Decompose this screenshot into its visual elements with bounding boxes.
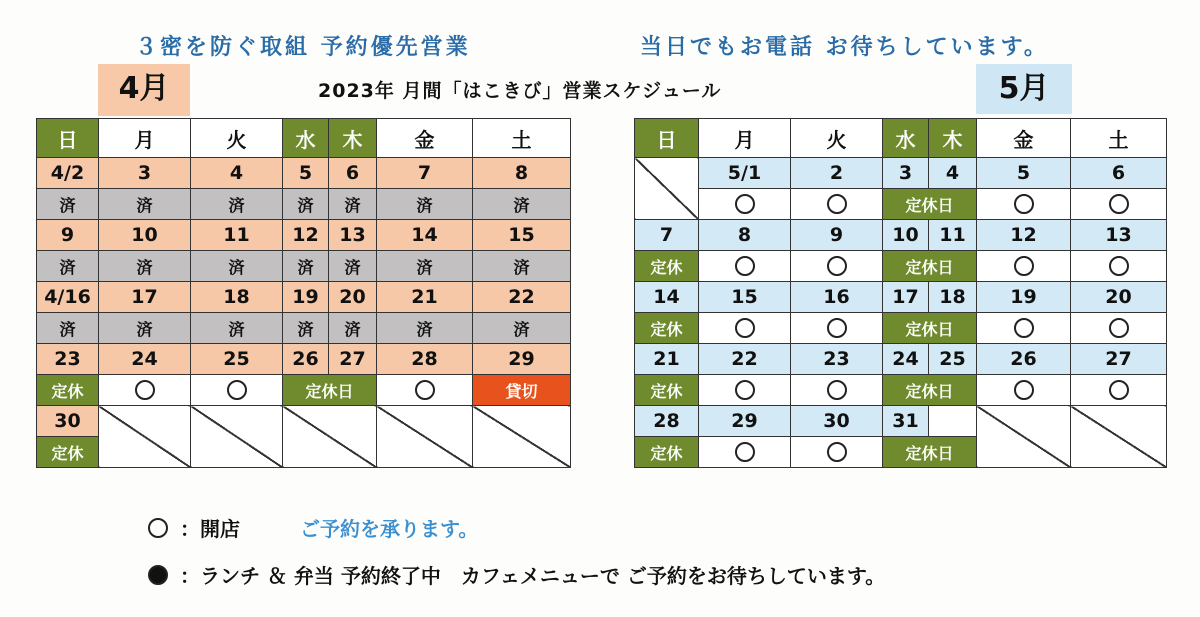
- status-open: [99, 375, 191, 406]
- date-cell: 29: [473, 344, 571, 375]
- date-cell: 18: [191, 282, 283, 313]
- date-cell: 8: [699, 220, 791, 251]
- status-done: 済: [37, 189, 99, 220]
- open-circle-icon: [735, 380, 755, 400]
- status-open: [791, 313, 883, 344]
- date-cell: 7: [635, 220, 699, 251]
- date-cell: 11: [929, 220, 977, 251]
- open-circle-icon: [1014, 318, 1034, 338]
- date-cell: 20: [1071, 282, 1167, 313]
- day-header-fri: 金: [977, 119, 1071, 158]
- status-open: [191, 375, 283, 406]
- date-cell: 29: [699, 406, 791, 437]
- open-circle-icon: [227, 380, 247, 400]
- date-cell: 27: [1071, 344, 1167, 375]
- april-month-label: 4月: [98, 64, 190, 116]
- status-done: 済: [329, 189, 377, 220]
- open-circle-icon: [148, 518, 168, 538]
- status-done: 済: [473, 189, 571, 220]
- status-open: [791, 251, 883, 282]
- legend-open: [148, 513, 478, 542]
- date-cell: 28: [635, 406, 699, 437]
- open-circle-icon: [735, 194, 755, 214]
- date-cell: 17: [883, 282, 929, 313]
- date-cell: 18: [929, 282, 977, 313]
- date-cell: 4/16: [37, 282, 99, 313]
- status-done: 済: [99, 251, 191, 282]
- empty-cell: [99, 406, 191, 468]
- day-header-thu: 木: [329, 119, 377, 158]
- day-header-mon: 月: [699, 119, 791, 158]
- date-cell: 2: [791, 158, 883, 189]
- status-open: [1071, 313, 1167, 344]
- status-private-booking: 貸切: [473, 375, 571, 406]
- status-open: [699, 189, 791, 220]
- day-header-tue: 火: [791, 119, 883, 158]
- status-done: 済: [473, 251, 571, 282]
- status-done: 済: [191, 251, 283, 282]
- status-open: [977, 189, 1071, 220]
- open-circle-icon: [1109, 194, 1129, 214]
- header-left-text: ３密を防ぐ取組 予約優先営業: [135, 35, 471, 60]
- status-closed: 定休: [635, 437, 699, 468]
- date-cell: 26: [283, 344, 329, 375]
- day-header-sat: 土: [473, 119, 571, 158]
- date-cell: 22: [473, 282, 571, 313]
- date-cell: 17: [99, 282, 191, 313]
- date-cell: 11: [191, 220, 283, 251]
- date-cell: 20: [329, 282, 377, 313]
- status-done: 済: [191, 189, 283, 220]
- status-open: [1071, 189, 1167, 220]
- date-cell: 10: [99, 220, 191, 251]
- status-open: [699, 437, 791, 468]
- status-done: 済: [329, 251, 377, 282]
- day-header-sun: 日: [37, 119, 99, 158]
- status-open: [791, 375, 883, 406]
- date-cell: 7: [377, 158, 473, 189]
- date-cell: 10: [883, 220, 929, 251]
- date-cell: 23: [791, 344, 883, 375]
- status-done: 済: [37, 251, 99, 282]
- status-open: [377, 375, 473, 406]
- date-cell: 13: [1071, 220, 1167, 251]
- date-cell: 21: [377, 282, 473, 313]
- status-open: [791, 189, 883, 220]
- date-cell: 30: [791, 406, 883, 437]
- page-title: 2023年 月間「はこきび」営業スケジュール: [318, 80, 722, 102]
- status-open: [977, 251, 1071, 282]
- status-done: 済: [377, 313, 473, 344]
- date-cell: 9: [37, 220, 99, 251]
- day-header-sun: 日: [635, 119, 699, 158]
- open-circle-icon: [135, 380, 155, 400]
- legend-closed: [148, 560, 885, 589]
- status-closed: 定休: [635, 251, 699, 282]
- status-regular-holiday: 定休日: [883, 313, 977, 344]
- date-cell: 9: [791, 220, 883, 251]
- open-circle-icon: [827, 442, 847, 462]
- empty-cell: [473, 406, 571, 468]
- open-circle-icon: [1014, 194, 1034, 214]
- empty-cell: [635, 158, 699, 220]
- date-cell: 5: [977, 158, 1071, 189]
- date-cell: 15: [699, 282, 791, 313]
- status-open: [791, 437, 883, 468]
- date-cell: 12: [283, 220, 329, 251]
- open-circle-icon: [415, 380, 435, 400]
- date-cell: 31: [883, 406, 929, 437]
- filled-circle-icon: [148, 565, 168, 585]
- date-cell: 14: [635, 282, 699, 313]
- date-cell: 28: [377, 344, 473, 375]
- empty-cell: [283, 406, 377, 468]
- status-done: 済: [283, 189, 329, 220]
- date-cell: 16: [791, 282, 883, 313]
- open-circle-icon: [827, 318, 847, 338]
- status-open: [1071, 251, 1167, 282]
- empty-cell: [977, 406, 1071, 468]
- status-done: 済: [191, 313, 283, 344]
- date-cell: 19: [283, 282, 329, 313]
- status-done: 済: [99, 189, 191, 220]
- date-cell: 24: [99, 344, 191, 375]
- date-cell: 21: [635, 344, 699, 375]
- day-header-sat: 土: [1071, 119, 1167, 158]
- open-circle-icon: [735, 256, 755, 276]
- empty-cell: [377, 406, 473, 468]
- status-done: 済: [377, 251, 473, 282]
- date-cell: 4: [929, 158, 977, 189]
- open-circle-icon: [735, 318, 755, 338]
- status-done: 済: [329, 313, 377, 344]
- date-cell: 6: [329, 158, 377, 189]
- open-circle-icon: [827, 256, 847, 276]
- day-header-mon: 月: [99, 119, 191, 158]
- status-open: [977, 375, 1071, 406]
- april-calendar: [36, 118, 571, 468]
- date-cell: 25: [929, 344, 977, 375]
- empty-cell: [191, 406, 283, 468]
- day-header-tue: 火: [191, 119, 283, 158]
- status-open: [977, 313, 1071, 344]
- status-closed: 定休: [635, 375, 699, 406]
- open-circle-icon: [1109, 256, 1129, 276]
- status-done: 済: [99, 313, 191, 344]
- day-header-fri: 金: [377, 119, 473, 158]
- date-cell: 4: [191, 158, 283, 189]
- status-done: 済: [37, 313, 99, 344]
- date-cell: 5/1: [699, 158, 791, 189]
- open-circle-icon: [1109, 318, 1129, 338]
- day-header-wed: 水: [883, 119, 929, 158]
- status-open: [1071, 375, 1167, 406]
- status-closed: 定休: [37, 375, 99, 406]
- header-right-text: 当日でもお電話 お待ちしています。: [640, 35, 1049, 60]
- status-done: 済: [283, 313, 329, 344]
- date-cell: 22: [699, 344, 791, 375]
- status-closed: 定休: [37, 437, 99, 468]
- legend-open-label: ：開店: [180, 517, 240, 541]
- empty-cell: [1071, 406, 1167, 468]
- date-cell: 23: [37, 344, 99, 375]
- may-calendar: [634, 118, 1167, 468]
- date-cell: 13: [329, 220, 377, 251]
- may-month-label: 5月: [976, 64, 1072, 114]
- status-regular-holiday: 定休日: [883, 251, 977, 282]
- date-cell: 15: [473, 220, 571, 251]
- date-cell: 12: [977, 220, 1071, 251]
- open-circle-icon: [1109, 380, 1129, 400]
- date-cell: 3: [99, 158, 191, 189]
- status-regular-holiday: 定休日: [883, 375, 977, 406]
- status-regular-holiday: 定休日: [283, 375, 377, 406]
- date-cell: 5: [283, 158, 329, 189]
- open-circle-icon: [827, 194, 847, 214]
- date-cell: 30: [37, 406, 99, 437]
- date-cell: 26: [977, 344, 1071, 375]
- status-done: 済: [377, 189, 473, 220]
- open-circle-icon: [1014, 256, 1034, 276]
- blank-cell: [929, 406, 977, 437]
- date-cell: 6: [1071, 158, 1167, 189]
- day-header-thu: 木: [929, 119, 977, 158]
- date-cell: 4/2: [37, 158, 99, 189]
- legend-open-note: ご予約を承ります。: [300, 517, 479, 541]
- status-regular-holiday: 定休日: [883, 437, 977, 468]
- legend-closed-label: ：ランチ ＆ 弁当 予約終了中 カフェメニューで ご予約をお待ちしています。: [180, 564, 886, 588]
- date-cell: 27: [329, 344, 377, 375]
- date-cell: 3: [883, 158, 929, 189]
- date-cell: 24: [883, 344, 929, 375]
- status-closed: 定休: [635, 313, 699, 344]
- date-cell: 14: [377, 220, 473, 251]
- open-circle-icon: [827, 380, 847, 400]
- date-cell: 25: [191, 344, 283, 375]
- status-open: [699, 251, 791, 282]
- status-done: 済: [473, 313, 571, 344]
- status-open: [699, 313, 791, 344]
- status-open: [699, 375, 791, 406]
- status-done: 済: [283, 251, 329, 282]
- open-circle-icon: [735, 442, 755, 462]
- status-regular-holiday: 定休日: [883, 189, 977, 220]
- day-header-wed: 水: [283, 119, 329, 158]
- date-cell: 19: [977, 282, 1071, 313]
- open-circle-icon: [1014, 380, 1034, 400]
- date-cell: 8: [473, 158, 571, 189]
